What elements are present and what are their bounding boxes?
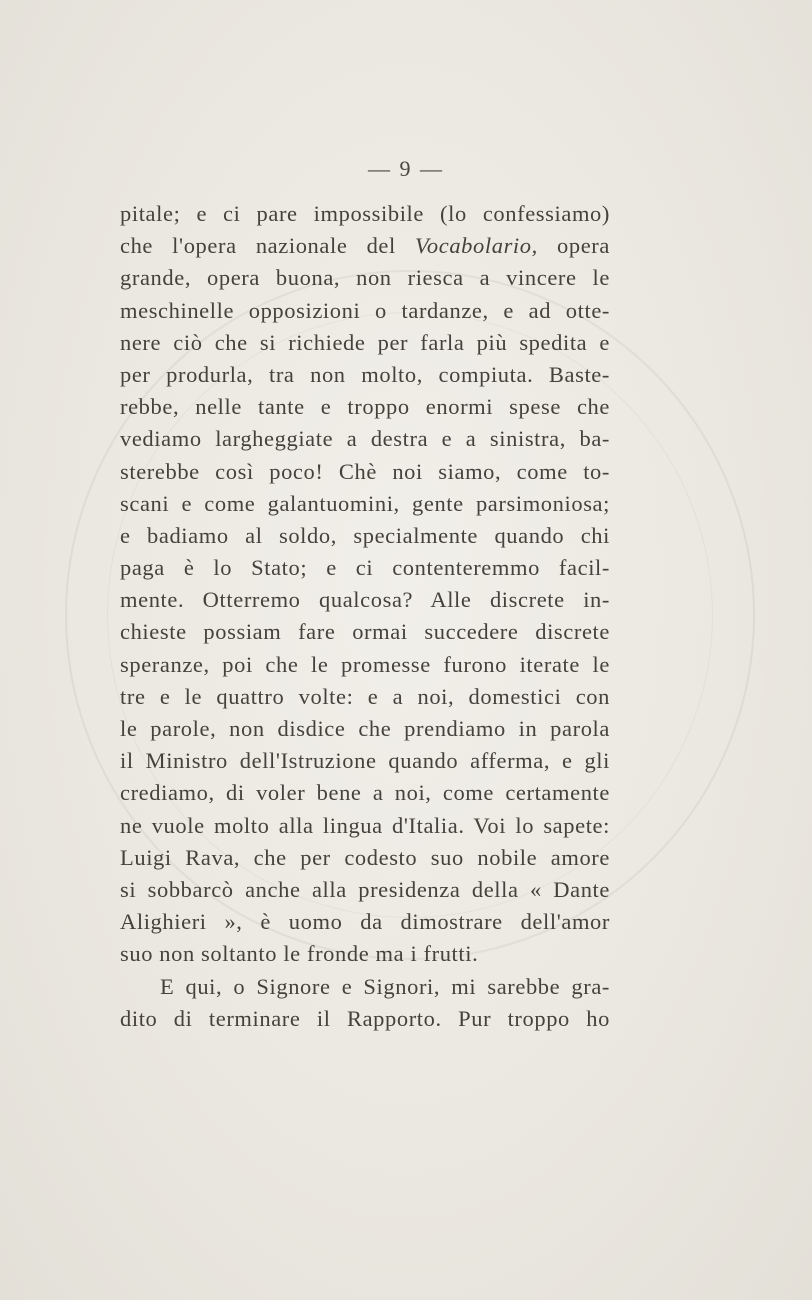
text-line: Alighieri », è uomo da dimostrare dell'amor — [120, 909, 610, 935]
paragraph-end-line: suo non soltanto le fronde ma i frutti. — [120, 941, 479, 967]
text-line: crediamo, di voler bene a noi, come certamente — [120, 780, 610, 806]
text-line: tre e le quattro volte: e a noi, domestici con — [120, 683, 610, 709]
paragraph-start-line: E qui, o Signore e Signori, mi sarebbe gra- — [160, 973, 610, 999]
text-line-tail: opera — [537, 233, 610, 259]
text-line: sterebbe così poco! Chè noi siamo, come to- — [120, 458, 610, 484]
text-line: si sobbarcò anche alla presidenza della « Dante — [120, 876, 610, 902]
text-line: grande, opera buona, non riesca a vincere le — [120, 265, 610, 291]
text-line: le parole, non disdice che prendiamo in parola — [120, 716, 610, 741]
text-line: pitale; e ci pare impossibile (lo confessiamo) — [120, 201, 610, 226]
body-text — [120, 198, 610, 1035]
text-line: vediamo largheggiate a destra e a sinistra, ba- — [120, 426, 610, 452]
text-line-head: che l'opera nazionale del — [120, 233, 416, 259]
text-line: paga è lo Stato; e ci contenteremmo facil- — [120, 555, 610, 581]
text-line: dito di terminare il Rapporto. Pur troppo ho — [120, 1005, 610, 1031]
page-number: — 9 — — [368, 156, 444, 181]
text-line: ne vuole molto alla lingua d'Italia. Voi lo sapete: — [120, 812, 610, 838]
text-line: rebbe, nelle tante e troppo enormi spese che — [120, 394, 610, 420]
text-line: per produrla, tra non molto, compiuta. Baste- — [120, 361, 610, 387]
text-line: mente. Otterremo qualcosa? Alle discrete in- — [120, 587, 610, 613]
text-line: nere ciò che si richiede per farla più spedita e — [120, 329, 610, 355]
book-title-vocabolario: Vocabolario, — [415, 233, 538, 259]
text-line — [120, 230, 610, 262]
text-line: speranze, poi che le promesse furono iterate le — [120, 651, 610, 677]
text-line: e badiamo al soldo, specialmente quando chi — [120, 522, 610, 548]
text-line: Luigi Rava, che per codesto suo nobile amore — [120, 844, 610, 870]
text-line: chieste possiam fare ormai succedere discrete — [120, 619, 610, 645]
text-line: meschinelle opposizioni o tardanze, e ad otte- — [120, 297, 610, 323]
text-line: il Ministro dell'Istruzione quando afferma, e gli — [120, 748, 610, 774]
text-line: scani e come galantuomini, gente parsimoniosa; — [120, 490, 610, 516]
